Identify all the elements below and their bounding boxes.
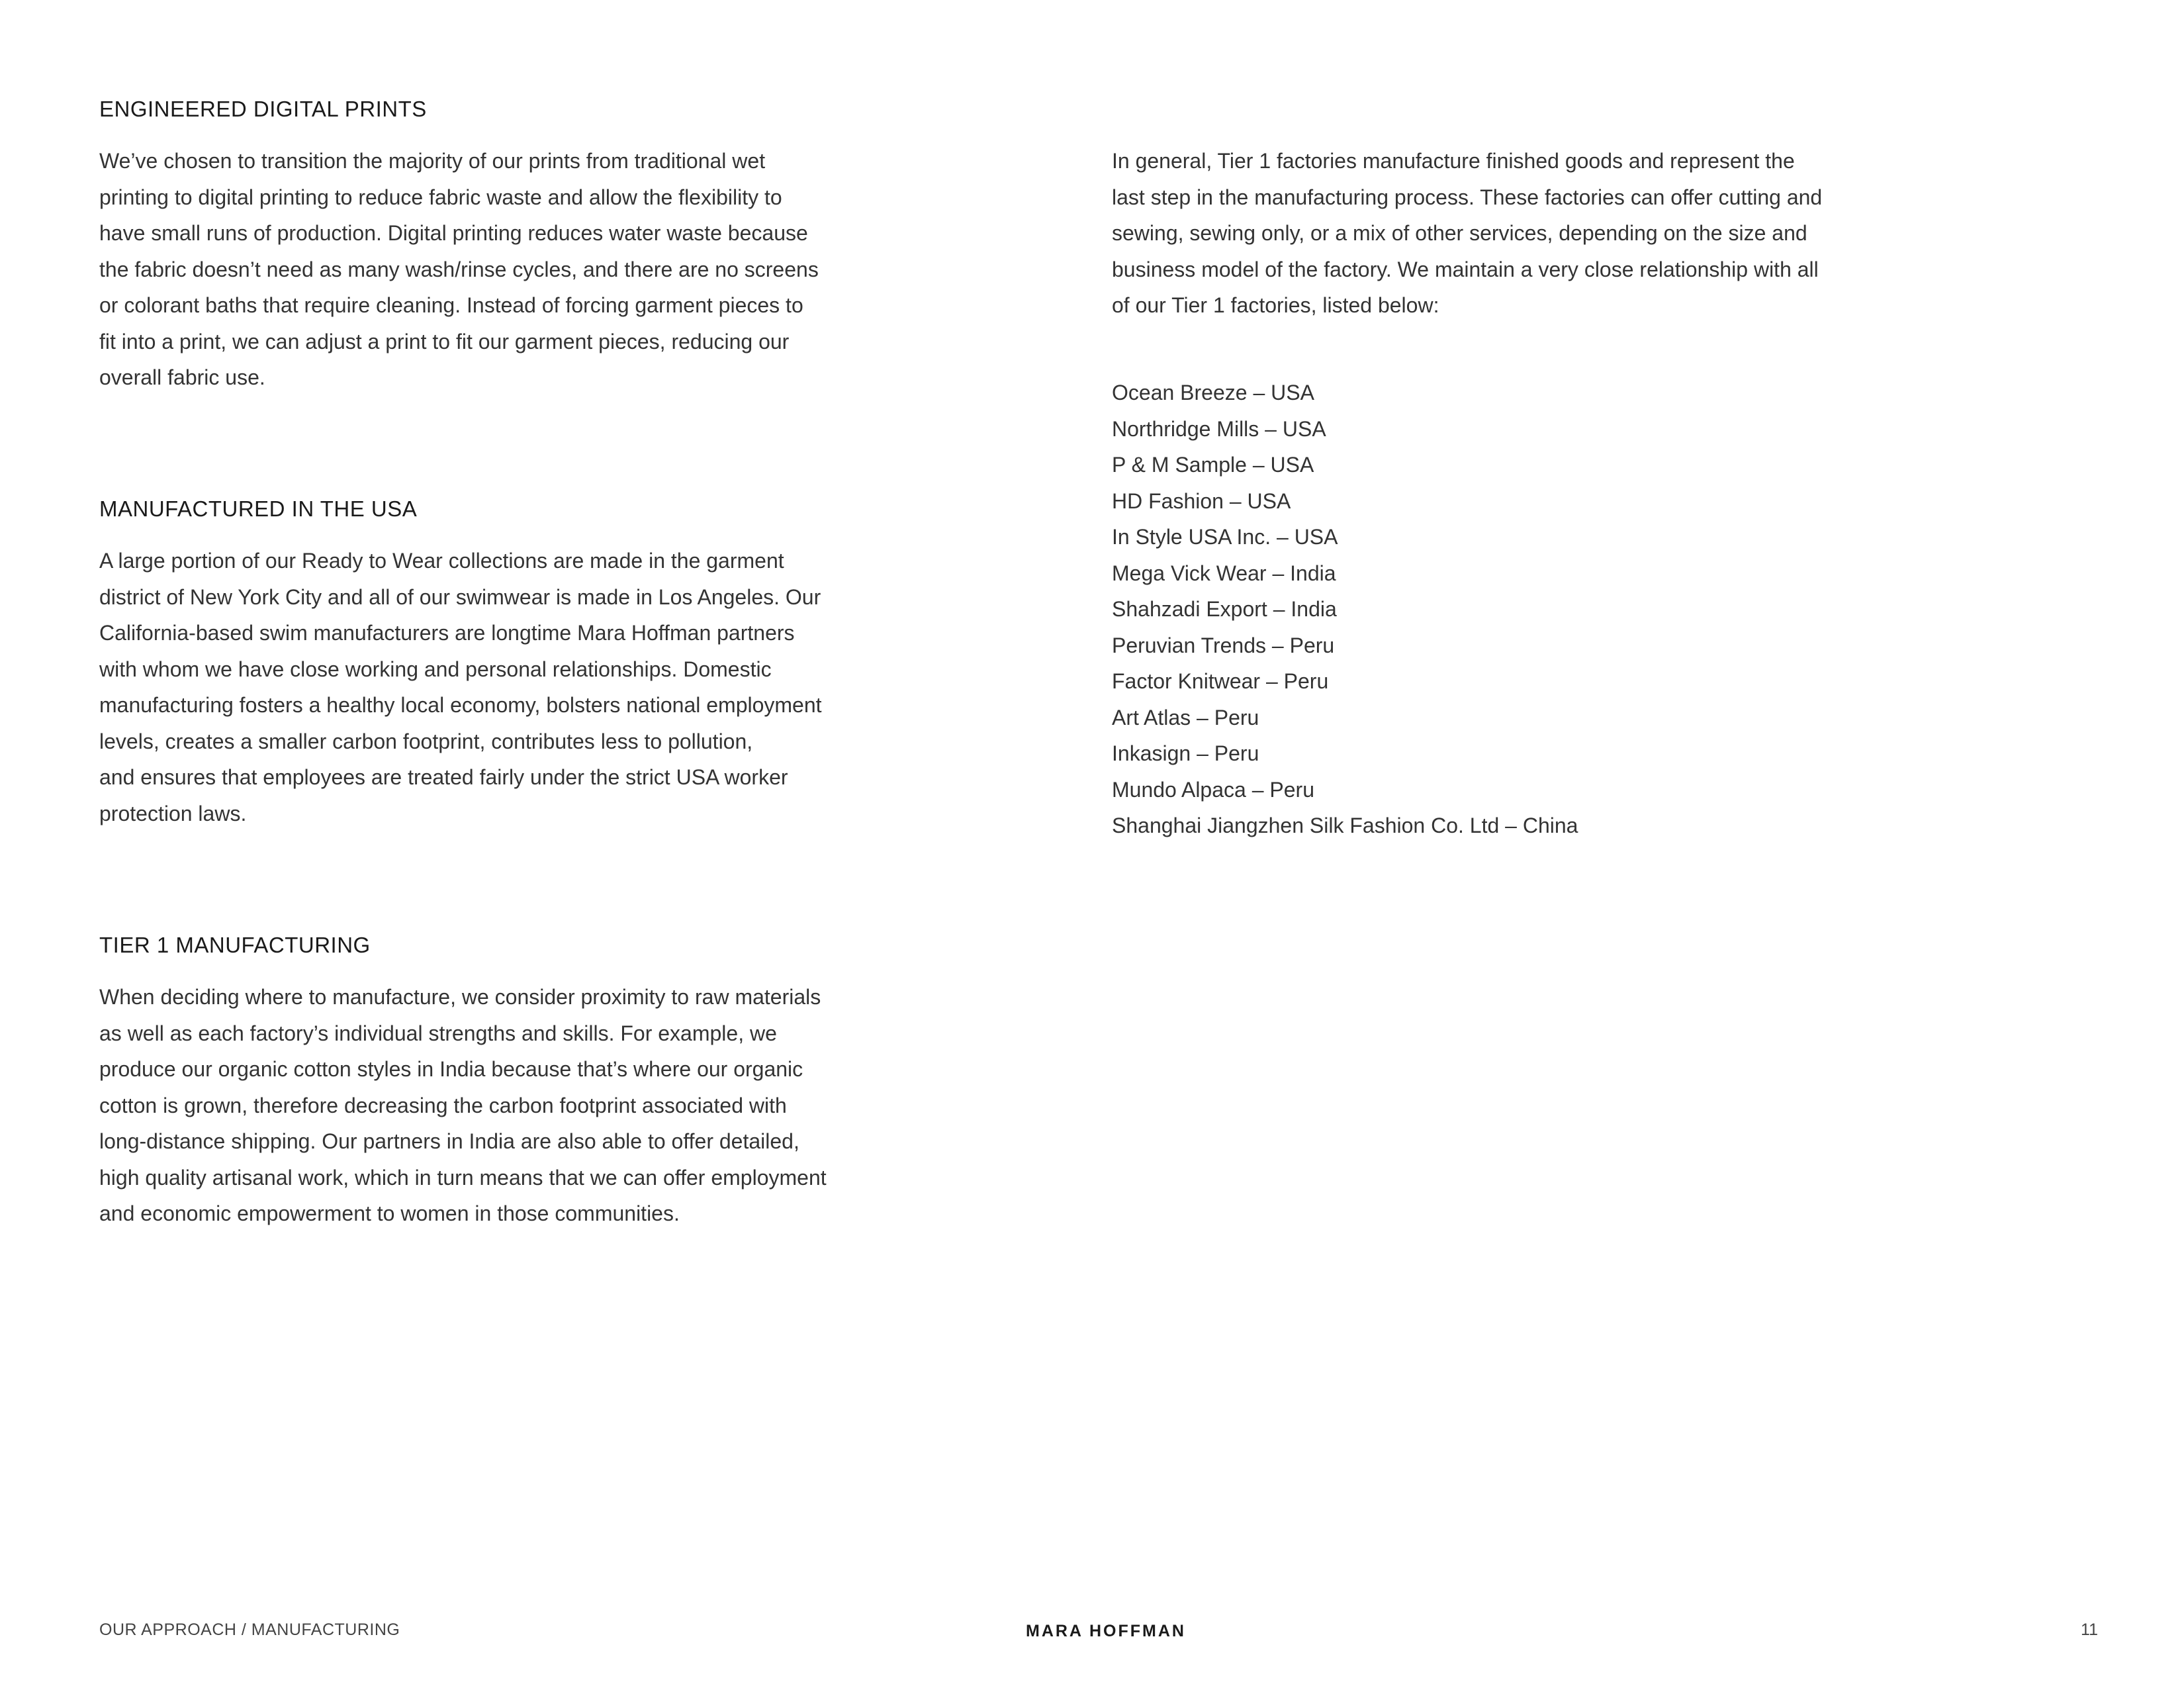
list-item: Peruvian Trends – Peru bbox=[1112, 633, 1335, 657]
heading-manufactured-usa: MANUFACTURED IN THE USA bbox=[99, 496, 418, 521]
list-item: Mega Vick Wear – India bbox=[1112, 561, 1336, 585]
list-item: In Style USA Inc. – USA bbox=[1112, 525, 1338, 549]
footer-section-label: OUR APPROACH / MANUFACTURING bbox=[99, 1620, 400, 1639]
list-item: Shahzadi Export – India bbox=[1112, 597, 1337, 621]
paragraph-manufactured-usa: A large portion of our Ready to Wear collections are made in the garment district of New York City and all of our swimwear is made in Los Angeles. Our California-based swim manufacturers are longtime Mara Hoffman partners with whom we have close working and personal relationships. Domestic manufacturing fosters a healthy local economy, bolsters national employment levels, creates a smaller carbon footprint, contributes less to pollution, and ensures that employees are treated fairly under the strict USA worker protection laws. bbox=[99, 549, 822, 825]
list-item: Ocean Breeze – USA bbox=[1112, 381, 1314, 404]
paragraph-digital-prints: We’ve chosen to transition the majority of our prints from traditional wet printing to digital printing to reduce fabric waste and allow the flexibility to have small runs of production. Digital printing reduces water waste because the fabric doesn’t need as many wash/rinse cycles, and there are no screens or colorant baths that require cleaning. Instead of forcing garment pieces to fit into a print, we can adjust a print to fit our garment pieces, reducing our overall fabric use. bbox=[99, 149, 819, 389]
factory-list bbox=[1112, 375, 1578, 844]
paragraph-tier1-general: In general, Tier 1 factories manufacture finished goods and represent the last step in the manufacturing process. These factories can offer cutting and sewing, sewing only, or a mix of other services, depending on the size and business model of the factory. We maintain a very close relationship with all of our Tier 1 factories, listed below: bbox=[1112, 149, 1823, 317]
list-item: Inkasign – Peru bbox=[1112, 741, 1259, 765]
footer-brand-logo: MARA HOFFMAN bbox=[1026, 1622, 1186, 1640]
list-item: HD Fashion – USA bbox=[1112, 489, 1291, 513]
list-item: Mundo Alpaca – Peru bbox=[1112, 777, 1314, 802]
paragraph-tier1-manufacturing: When deciding where to manufacture, we consider proximity to raw materials as well as each factory’s individual strengths and skills. For example, we produce our organic cotton styles in India because that’s where our organic cotton is grown, therefore decreasing the carbon footprint associated with long-distance shipping. Our partners in India are also able to offer detailed, high quality artisanal work, which in turn means that we can offer employment and economic empowerment to women in those communities. bbox=[99, 985, 827, 1225]
page-number: 11 bbox=[2081, 1620, 2098, 1639]
list-item: Art Atlas – Peru bbox=[1112, 705, 1259, 729]
list-item: Shanghai Jiangzhen Silk Fashion Co. Ltd – China bbox=[1112, 814, 1578, 837]
list-item: Factor Knitwear – Peru bbox=[1112, 669, 1329, 693]
list-item: P & M Sample – USA bbox=[1112, 453, 1314, 477]
list-item: Northridge Mills – USA bbox=[1112, 416, 1326, 441]
heading-tier1-manufacturing: TIER 1 MANUFACTURING bbox=[99, 933, 371, 957]
heading-digital-prints: ENGINEERED DIGITAL PRINTS bbox=[99, 97, 427, 121]
